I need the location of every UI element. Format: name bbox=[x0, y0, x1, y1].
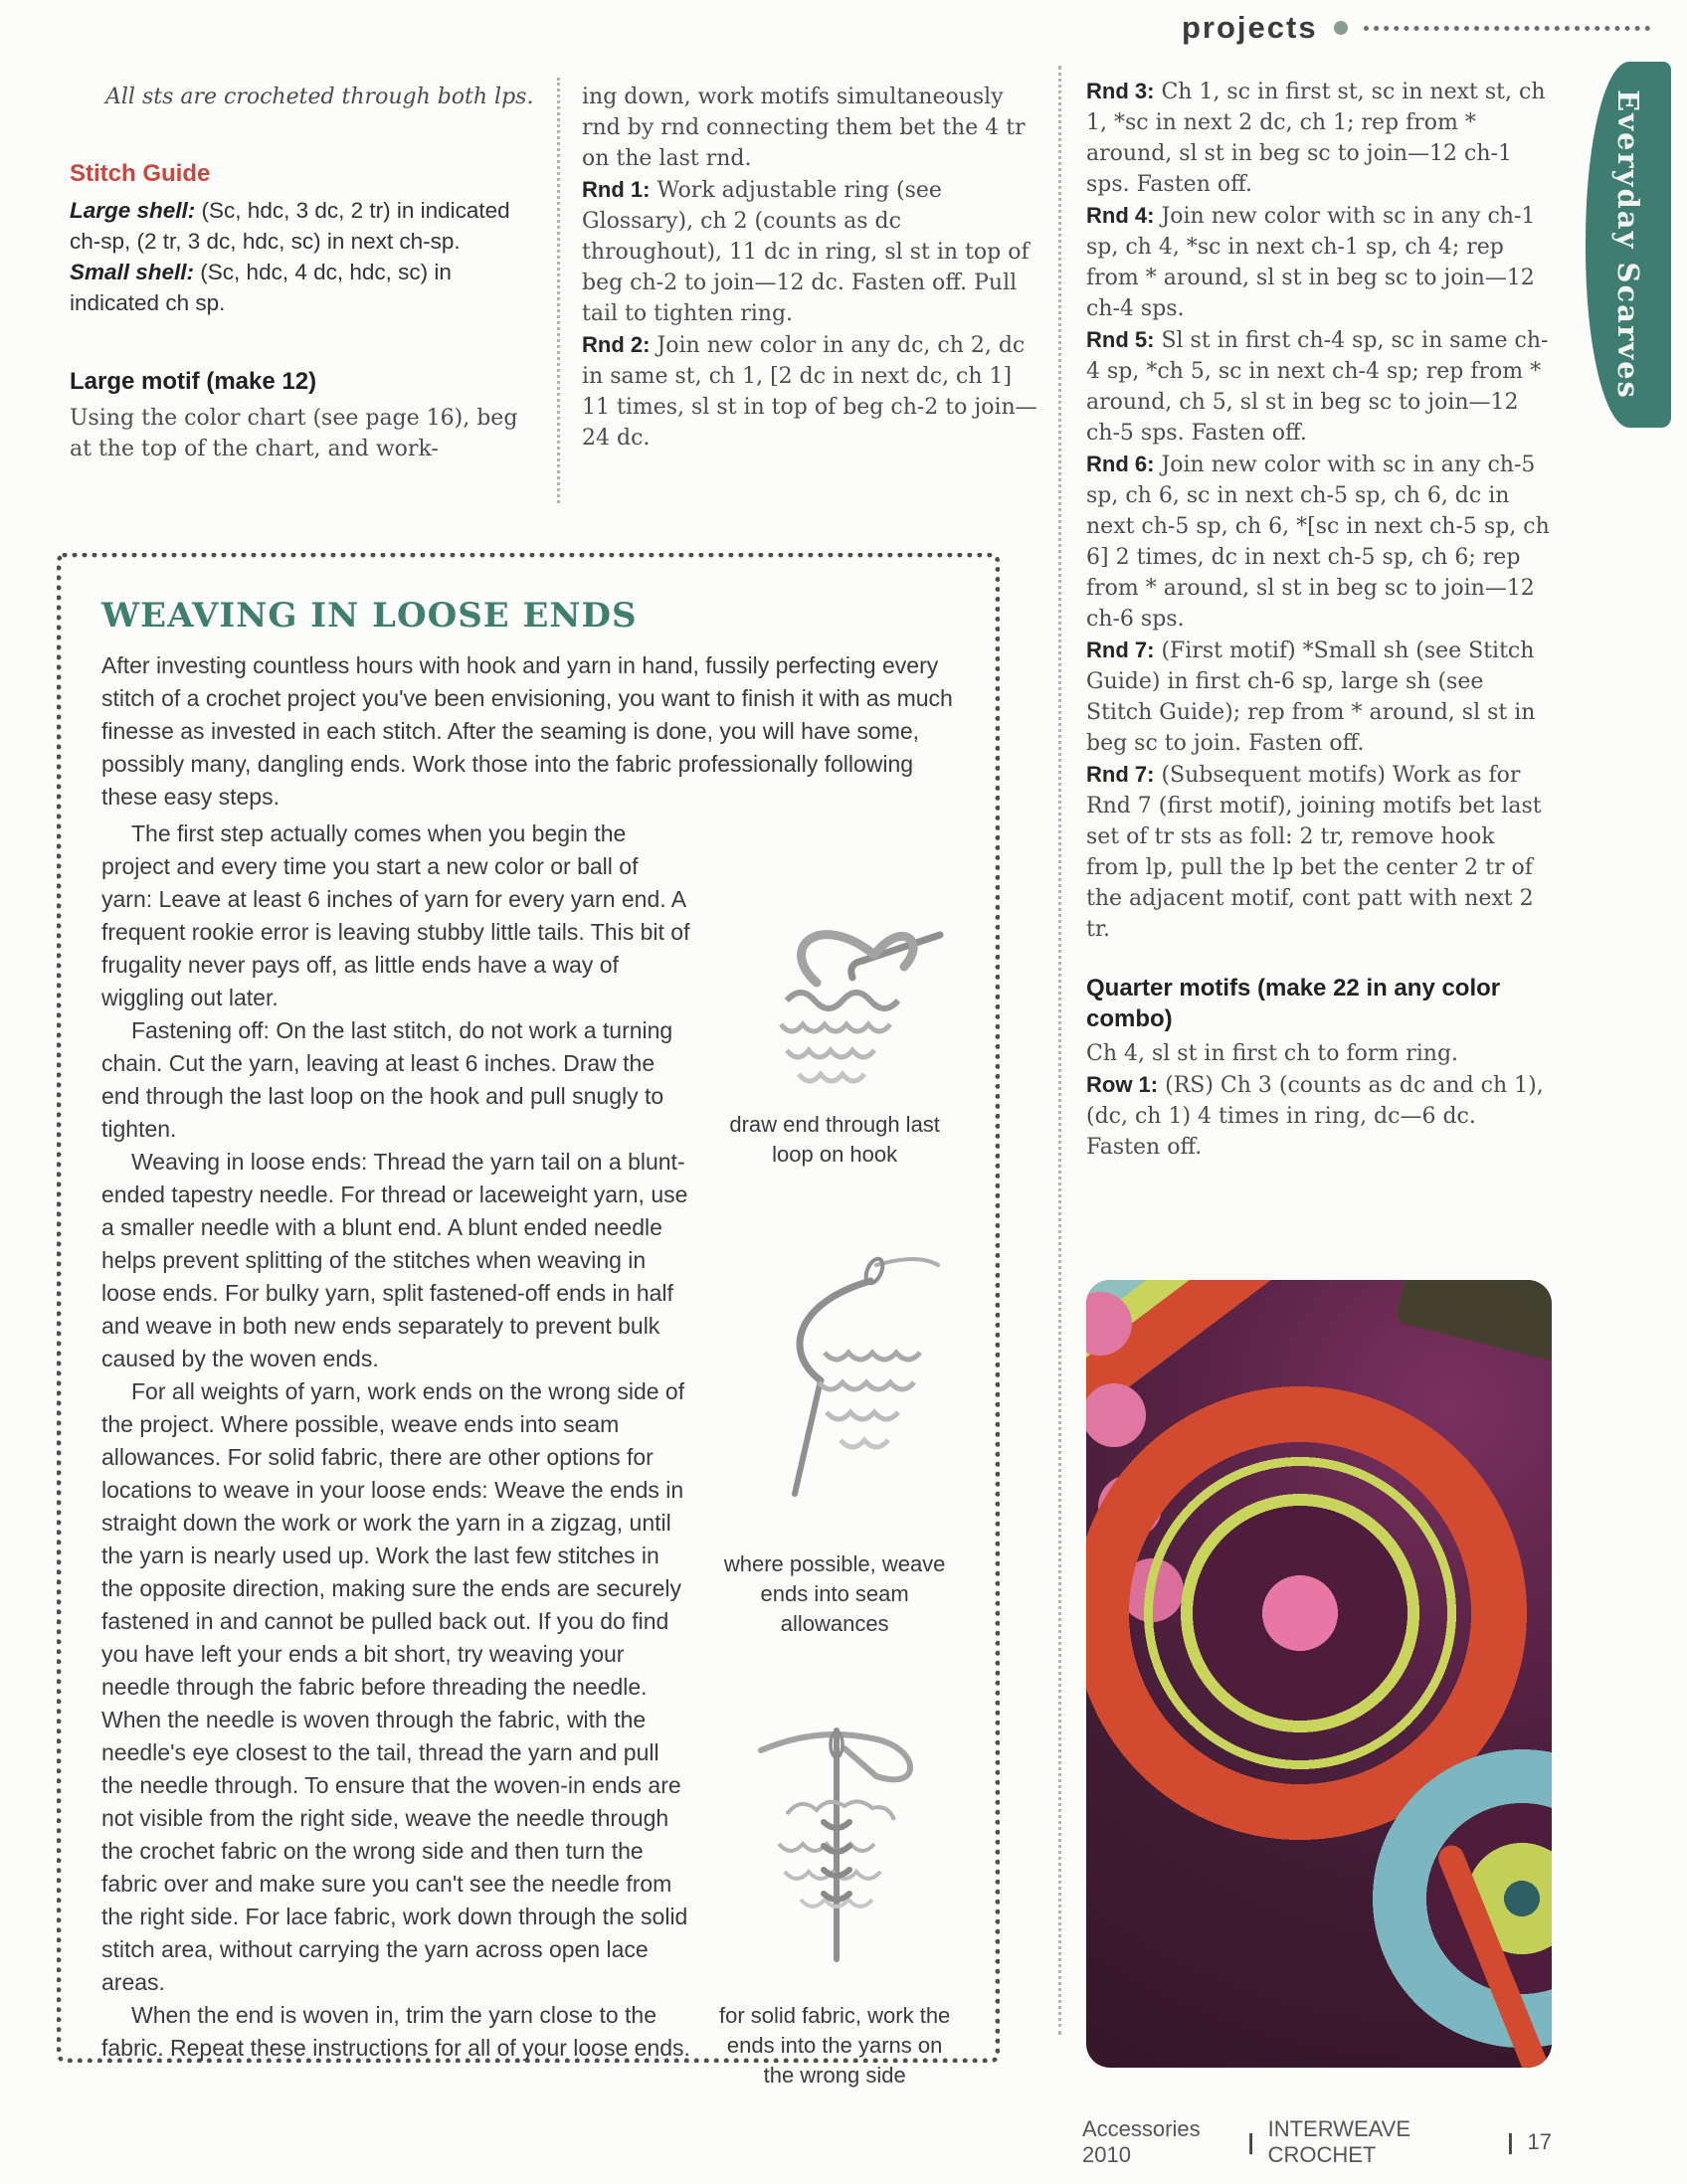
round-instruction bbox=[1086, 759, 1550, 945]
stitch-term: Small shell: bbox=[70, 260, 195, 284]
stitch-guide-entry-large-shell bbox=[70, 195, 535, 257]
figure-caption: for solid fabric, work the ends into the yarns on the wrong side bbox=[718, 2003, 951, 2088]
round-instruction bbox=[1086, 635, 1550, 759]
round-label: Rnd 5: bbox=[1086, 327, 1155, 352]
round-text: Ch 1, sc in first st, sc in next st, ch 1, *sc in next 2 dc, ch 1; rep from * around, sl st in beg sc to join—12 ch-1 sps. Fasten off. bbox=[1086, 80, 1546, 197]
stitch-term: Large shell: bbox=[70, 198, 196, 223]
figure-solid-fabric bbox=[716, 1705, 953, 2091]
stitch-definition: (Sc, hdc, 4 dc, hdc, sc) in indicated ch sp. bbox=[70, 260, 452, 315]
side-tab-label: Everyday Scarves bbox=[1611, 90, 1645, 400]
round-text: Work adjustable ring (see Glossary), ch 2 (counts as dc throughout), 11 dc in ring, sl st in top of beg ch-2 to join—12 dc. Fasten off. Pull tail to tighten ring. bbox=[582, 178, 1030, 326]
round-instruction bbox=[582, 329, 1037, 454]
round-label: Rnd 7: bbox=[1086, 762, 1155, 787]
weaving-loose-ends-box bbox=[57, 553, 1000, 2088]
page-footer bbox=[1082, 2116, 1552, 2168]
round-label: Rnd 2: bbox=[582, 332, 651, 357]
footer-separator: | bbox=[1507, 2129, 1514, 2154]
large-motif-heading: Large motif (make 12) bbox=[70, 368, 317, 395]
section-title: projects bbox=[1182, 10, 1318, 45]
round-instruction bbox=[582, 174, 1037, 329]
weaving-box-text bbox=[101, 818, 692, 2091]
weaving-paragraph: For all weights of yarn, work ends on the wrong side of the project. Where possible, weave ends into seam allowances. For solid fabric, there are other options for locations to weave in your loose ends: Weave the ends in straight down the work or work the yarn in a zigzag, until the yarn is nearly used up. Work the last few stitches in the opposite direction, making sure the ends are securely fastened in and cannot be pulled back out. If you do find you have left your ends a bit short, try weaving your needle through the fabric before threading the needle. When the needle is woven through the fabric, with the needle's eye closest to the tail, thread the yarn and pull the needle through. To ensure that the woven-in ends are not visible from the right side, weave the needle through the crochet fabric on the wrong side and then turn the fabric over and make sure you can't see the needle from the right side. For lace fabric, work down through the solid stitch area, without carrying the yarn across open lace areas. bbox=[101, 1378, 688, 1995]
round-label: Rnd 4: bbox=[1086, 203, 1155, 228]
figure-caption: draw end through last loop on hook bbox=[729, 1112, 940, 1167]
weaving-paragraph: When the end is woven in, trim the yarn close to the fabric. Repeat these instructions for all of your loose ends. bbox=[101, 2002, 690, 2061]
row-label: Row 1: bbox=[1086, 1072, 1159, 1097]
round-instruction bbox=[1086, 200, 1550, 324]
row-text: (RS) Ch 3 (counts as dc and ch 1), (dc, ch 1) 4 times in ring, dc—6 dc. Fasten off. bbox=[1086, 1073, 1544, 1160]
round-label: Rnd 1: bbox=[582, 177, 651, 202]
large-motif-body: Using the color chart (see page 16), beg at the top of the chart, and work- bbox=[70, 406, 518, 461]
figure-fasten-off bbox=[716, 903, 953, 1170]
header-dotted-rule bbox=[1364, 26, 1650, 31]
footer-issue: Accessories 2010 bbox=[1082, 2116, 1201, 2167]
round-text: Join new color with sc in any ch-1 sp, ch 4, *sc in next ch-1 sp, ch 4; rep from * around, sl st in beg sc to join—12 ch-4 sps. bbox=[1086, 204, 1536, 321]
pattern-note: All sts are crocheted through both lps. bbox=[105, 85, 534, 109]
round-text: Join new color in any dc, ch 2, dc in same st, ch 1, [2 dc in next dc, ch 1] 11 times, sl st in top of beg ch-2 to join—24 dc. bbox=[582, 333, 1037, 451]
round-instruction bbox=[1086, 324, 1550, 449]
round-text: Sl st in first ch-4 sp, sc in same ch-4 sp, *ch 5, sc in next ch-4 sp; rep from * around, ch 5, sl st in beg sc to join—12 ch-5 sps. Fasten off. bbox=[1086, 328, 1549, 446]
weaving-box-columns bbox=[101, 818, 953, 2091]
round-text: Join new color with sc in any ch-5 sp, ch 6, sc in next ch-5 sp, ch 6, dc in next ch-5 sp, ch 6, *[sc in next ch-5 sp, ch 6] 2 times, dc in next ch-5 sp, ch 6; rep from * around, sl st in beg sc to join—12 ch-6 sps. bbox=[1086, 453, 1550, 632]
figure-caption: where possible, weave ends into seam allowances bbox=[723, 1551, 946, 1636]
round-instruction bbox=[1086, 449, 1550, 635]
column-divider-left bbox=[557, 78, 560, 503]
scarf-photo bbox=[1086, 1280, 1552, 2068]
weaving-paragraph: Weaving in loose ends: Thread the yarn tail on a blunt-ended tapestry needle. For thread or laceweight yarn, use a smaller needle with a blunt end. A blunt ended needle helps prevent splitting of the stitches when weaving in loose ends. For bulky yarn, split fastened-off ends in half and weave in both new ends separately to prevent bulk caused by the woven ends. bbox=[101, 1149, 688, 1371]
column-3 bbox=[1086, 76, 1550, 2068]
tapestry-needle-illustration bbox=[725, 1243, 944, 1542]
crochet-hook-illustration bbox=[725, 903, 944, 1102]
round-label: Rnd 3: bbox=[1086, 79, 1155, 103]
section-header bbox=[1182, 10, 1650, 46]
column-1 bbox=[70, 82, 535, 464]
quarter-motifs-heading: Quarter motifs (make 22 in any color combo) bbox=[1086, 975, 1501, 1032]
weaving-paragraph: The first step actually comes when you begin the project and every time you start a new color or ball of yarn: Leave at least 6 inches of yarn for every yarn end. A frequent rookie error is leaving stubby little tails. This bit of frugality never pays off, as little ends have a way of wiggling out later. bbox=[101, 820, 690, 1010]
round-instruction bbox=[1086, 76, 1550, 200]
weaving-box-intro: After investing countless hours with hook and yarn in hand, fussily perfecting every stitch of a crochet project you've been envisioning, you want to finish it with as much finesse as invested in each stitch. After the seaming is done, you will have some, possibly many, dangling ends. Work those into the fabric professionally following these easy steps. bbox=[101, 652, 953, 810]
weaving-box-figures bbox=[716, 818, 953, 2091]
round-label: Rnd 7: bbox=[1086, 637, 1155, 662]
large-motif-continuation: ing down, work motifs simultaneously rnd by rnd connecting them bet the 4 tr on the last rnd. bbox=[582, 85, 1026, 171]
round-text: (Subsequent motifs) Work as for Rnd 7 (first motif), joining motifs bet last set of tr sts as foll: 2 tr, remove hook from lp, pull the lp bet the center 2 tr of the adjacent motif, cont patt with next 2 tr. bbox=[1086, 763, 1542, 942]
weaving-box-title: WEAVING IN LOOSE ENDS bbox=[101, 596, 638, 636]
photo-background-sliver bbox=[1395, 1280, 1552, 1367]
header-dot-icon bbox=[1334, 21, 1348, 35]
figure-weave-seam bbox=[716, 1243, 953, 1639]
stitch-guide-entry-small-shell bbox=[70, 257, 535, 318]
round-label: Rnd 6: bbox=[1086, 452, 1155, 476]
side-tab-everyday-scarves bbox=[1586, 62, 1671, 428]
footer-page-number: 17 bbox=[1527, 2129, 1552, 2154]
vertical-needle-illustration bbox=[725, 1705, 944, 1993]
footer-magazine: INTERWEAVE CROCHET bbox=[1267, 2116, 1411, 2167]
stitch-definition: (Sc, hdc, 3 dc, 2 tr) in indicated ch-sp, (2 tr, 3 dc, hdc, sc) in next ch-sp. bbox=[70, 198, 510, 254]
column-divider-right bbox=[1058, 66, 1061, 2035]
weaving-paragraph: Fastening off: On the last stitch, do not work a turning chain. Cut the yarn, leaving at least 6 inches. Draw the end through the last loop on the hook and pull snugly to tighten. bbox=[101, 1017, 673, 1142]
quarter-motifs-intro: Ch 4, sl st in first ch to form ring. bbox=[1086, 1041, 1459, 1066]
row-instruction bbox=[1086, 1069, 1550, 1163]
column-2 bbox=[582, 82, 1037, 454]
footer-separator: | bbox=[1247, 2129, 1254, 2154]
round-text: (First motif) *Small sh (see Stitch Guide) in first ch-6 sp, large sh (see Stitch Guide); rep from * around, sl st in beg sc to join. Fasten off. bbox=[1086, 638, 1536, 756]
stitch-guide-heading: Stitch Guide bbox=[70, 160, 211, 187]
